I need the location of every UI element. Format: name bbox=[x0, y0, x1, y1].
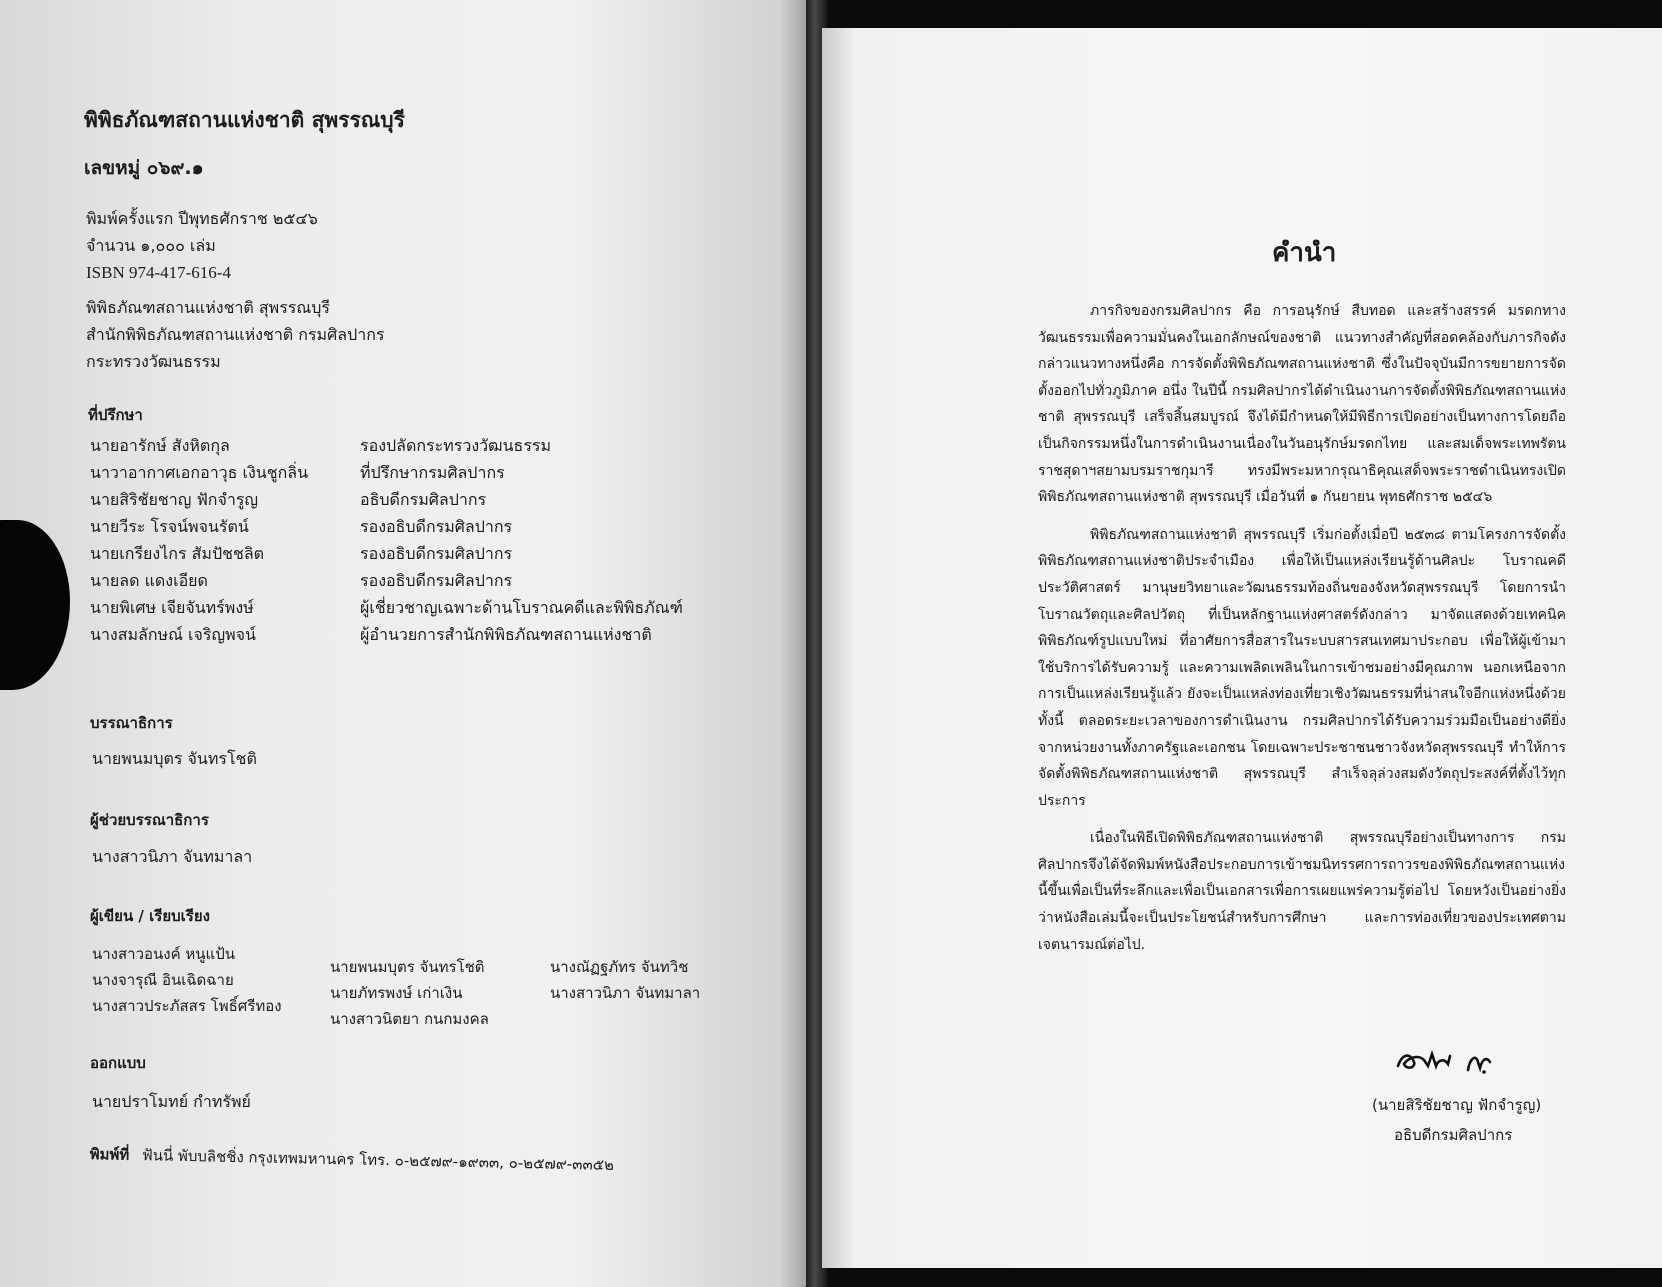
advisor-name: นายอารักษ์ สังหิตกุล bbox=[90, 436, 230, 455]
print-edition: พิมพ์ครั้งแรก ปีพุทธศักราช ๒๕๔๖ bbox=[86, 209, 318, 228]
advisor-role: ที่ปรึกษากรมศิลปากร bbox=[360, 463, 505, 482]
designer-name: นายปราโมทย์ กำทรัพย์ bbox=[92, 1092, 251, 1111]
writer-name: นางสาวประภัสสร โพธิ์ศรีทอง bbox=[92, 997, 282, 1015]
advisor-role: รองปลัดกระทรวงวัฒนธรรม bbox=[360, 436, 552, 455]
publisher-line: สำนักพิพิธภัณฑสถานแห่งชาติ กรมศิลปากร bbox=[86, 325, 385, 344]
assistant-editor-name: นางสาวนิภา จันทมาลา bbox=[92, 847, 253, 866]
editor-heading: บรรณาธิการ bbox=[90, 714, 173, 732]
advisor-role: รองอธิบดีกรมศิลปากร bbox=[360, 544, 513, 563]
book-title: พิพิธภัณฑสถานแห่งชาติ สุพรรณบุรี bbox=[84, 108, 405, 132]
isbn: ISBN 974-417-616-4 bbox=[86, 263, 231, 282]
advisors-heading: ที่ปรึกษา bbox=[88, 406, 143, 424]
advisor-name: นายเกรียงไกร สัมปัชชลิต bbox=[90, 544, 265, 563]
signature-image bbox=[1394, 1040, 1504, 1080]
print-quantity: จำนวน ๑,๐๐๐ เล่ม bbox=[86, 236, 216, 255]
foreword-paragraph: ภารกิจของกรมศิลปากร คือ การอนุรักษ์ สืบทอด และสร้างสรรค์ มรดกทางวัฒนธรรมเพื่อความมั่นคงในเอกลักษณ์ของชาติ แนวทางสำคัญที่สอดคล้องกับภารกิจดังกล่าวแนวทางหนึ่งคือ การจัดตั้งพิพิธภัณฑสถานแห่งชาติ ซึ่งในปัจจุบันมีการขยายการจัดตั้งออกไปทั่วภูมิภาค อนึ่ง ในปีนี้ กรมศิลปากรได้ดำเนินงานการจัดตั้งพิพิธภัณฑสถานแห่งชาติ สุพรรณบุรี เสร็จสิ้นสมบูรณ์ จึงได้มีกำหนดให้มีพิธีการเปิดอย่างเป็นทางการโดยถือเป็นกิจกรรมหนึ่งในการดำเนินงานเนื่องในวันอนุรักษ์มรดกไทย และสมเด็จพระเทพรัตนราชสุดาฯสยามบรมราชกุมารี ทรงมีพระมหากรุณาธิคุณเสด็จพระราชดำเนินทรงเปิดพิพิธภัณฑสถานแห่งชาติ สุพรรณบุรี เมื่อวันที่ ๑ กันยายน พุทธศักราช ๒๕๔๖ bbox=[1038, 303, 1566, 506]
advisor-name: นายพิเศษ เจียจันทร์พงษ์ bbox=[90, 598, 254, 617]
advisor-name: นางสมลักษณ์ เจริญพจน์ bbox=[90, 625, 256, 644]
advisor-role: อธิบดีกรมศิลปากร bbox=[360, 490, 487, 509]
design-heading: ออกแบบ bbox=[90, 1054, 146, 1072]
advisor-role: ผู้อำนวยการสำนักพิพิธภัณฑสถานแห่งชาติ bbox=[360, 625, 652, 644]
writer-name: นายพนมบุตร จันทรโชติ bbox=[330, 958, 485, 976]
publisher-line: กระทรวงวัฒนธรรม bbox=[86, 352, 221, 371]
foreword-heading: คำนำ bbox=[1272, 238, 1337, 268]
advisor-name: นาวาอากาศเอกอาวุธ เงินชูกลิ่น bbox=[90, 463, 309, 482]
signatory-title: อธิบดีกรมศิลปากร bbox=[1394, 1126, 1513, 1144]
signatory-name: (นายสิริชัยชาญ ฟักจำรูญ) bbox=[1372, 1096, 1542, 1114]
printer-label: พิมพ์ที่ bbox=[89, 1144, 130, 1164]
writer-name: นางสาวนิภา จันทมาลา bbox=[550, 984, 701, 1002]
writer-name: นางสาวอนงค์ หนูแป้น bbox=[92, 945, 235, 963]
writer-name: นางสาวนิตยา กนกมงคล bbox=[330, 1010, 489, 1028]
advisor-role: ผู้เชี่ยวชาญเฉพาะด้านโบราณคดีและพิพิธภัณฑ์ bbox=[360, 598, 683, 617]
writers-heading: ผู้เขียน / เรียบเรียง bbox=[90, 907, 210, 925]
foreword-paragraph: พิพิธภัณฑสถานแห่งชาติ สุพรรณบุรี เริ่มก่อตั้งเมื่อปี ๒๕๓๘ ตามโครงการจัดตั้งพิพิธภัณฑสถานแห่งชาติประจำเมือง เพื่อให้เป็นแหล่งเรียนรู้ด้านศิลปะ โบราณคดี ประวัติศาสตร์ มานุษยวิทยาและวัฒนธรรมท้องถิ่นของจังหวัดสุพรรณบุรี โดยการนำโบราณวัตถุและศิลปวัตถุ ที่เป็นหลักฐานแห่งศาสตร์ดังกล่าว มาจัดแสดงด้วยเทคนิคพิพิธภัณฑ์รูปแบบใหม่ ที่อาศัยการสื่อสารในระบบสารสนเทศมาประกอบ เพื่อให้ผู้เข้ามาใช้บริการได้รับความรู้ และความเพลิดเพลินในการเข้าชมอย่างมีคุณภาพ นอกเหนือจากการเป็นแหล่งเรียนรู้แล้ว ยังจะเป็นแหล่งท่องเที่ยวเชิงวัฒนธรรมที่น่าสนใจอีกแห่งหนึ่งด้วย ทั้งนี้ ตลอดระยะเวลาของการดำเนินงาน กรมศิลปากรได้รับความร่วมมือเป็นอย่างดียิ่ง จากหน่วยงานทั้งภาครัฐและเอกชน โดยเฉพาะประชาชนชาวจังหวัดสุพรรณบุรี ทำให้การจัดตั้งพิพิธภัณฑสถานแห่งชาติ สุพรรณบุรี สำเร็จลุล่วงสมดังวัตถุประสงค์ที่ตั้งไว้ทุกประการ bbox=[1038, 526, 1566, 809]
editor-name: นายพนมบุตร จันทรโชติ bbox=[92, 749, 257, 768]
assistant-editor-heading: ผู้ช่วยบรรณาธิการ bbox=[90, 811, 209, 829]
foreword-body bbox=[1038, 298, 1566, 969]
foreword-paragraph: เนื่องในพิธีเปิดพิพิธภัณฑสถานแห่งชาติ สุพรรณบุรีอย่างเป็นทางการ กรมศิลปากรจึงได้จัดพิมพ์หนังสือประกอบการเข้าชมนิทรรศการถาวรของพิพิธภัณฑสถานแห่งนี้ขึ้นเพื่อเป็นที่ระลึกและเพื่อเป็นเอกสารเพื่อการเผยแพร่ความรู้ต่อไป โดยหวังเป็นอย่างยิ่งว่าหนังสือเล่มนี้จะเป็นประโยชน์สำหรับการศึกษา และการท่องเที่ยวของประเทศตามเจตนารมณ์ต่อไป. bbox=[1038, 830, 1566, 953]
advisor-role: รองอธิบดีกรมศิลปากร bbox=[360, 571, 513, 590]
advisor-role: รองอธิบดีกรมศิลปากร bbox=[360, 517, 513, 536]
printer-info: ฟันนี่ พับบลิชชิ่ง กรุงเทพมหานคร โทร. ๐-๒๕๗๙-๑๙๓๓, ๐-๒๕๗๙-๓๓๕๒ bbox=[141, 1146, 615, 1174]
advisor-name: นายสิริชัยชาญ ฟักจำรูญ bbox=[90, 490, 259, 509]
publisher-line: พิพิธภัณฑสถานแห่งชาติ สุพรรณบุรี bbox=[86, 298, 330, 317]
advisor-name: นายวีระ โรจน์พจนรัตน์ bbox=[90, 517, 249, 536]
writer-name: นางจารุณี อินเฉิดฉาย bbox=[92, 971, 234, 989]
writer-name: นายภัทรพงษ์ เก่าเงิน bbox=[330, 984, 463, 1002]
call-number: เลขหมู่ ๐๖๙.๑ bbox=[84, 157, 204, 179]
writer-name: นางณัฏฐภัทร จันทวิช bbox=[550, 958, 689, 976]
advisor-name: นายลด แดงเอียด bbox=[90, 571, 208, 590]
